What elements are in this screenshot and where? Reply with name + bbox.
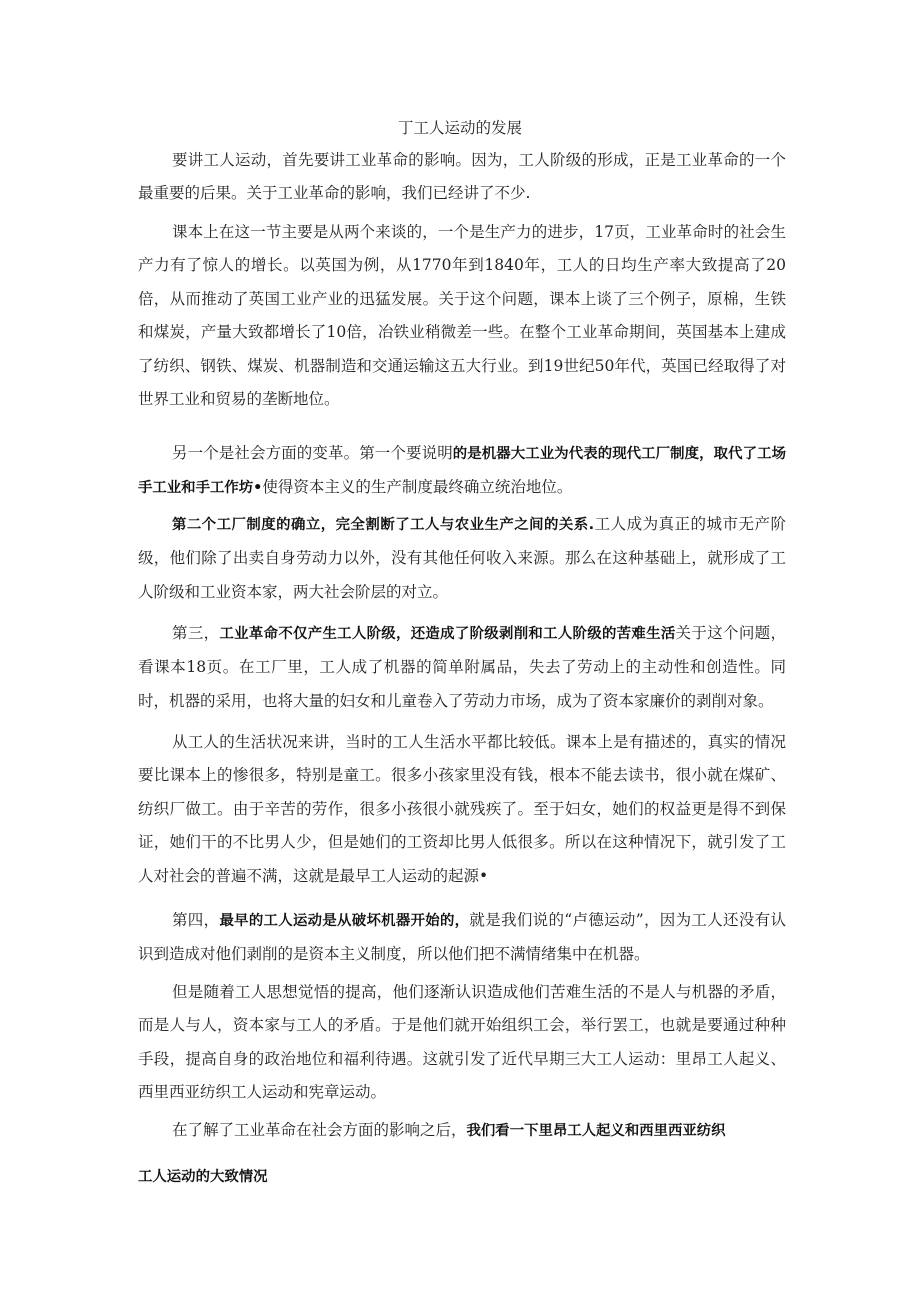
paragraph-text: 另一个是社会方面的变革。第一个要说明 <box>172 444 453 462</box>
paragraph-bold-text: 我们看一下里昂工人起义和西里西亚纺织 <box>466 1123 726 1139</box>
paragraph-text: 在了解了工业革命在社会方面的影响之后， <box>172 1121 467 1139</box>
paragraph-text: 工人成为真正的城市无产阶级，他们除了出卖自身劳动力以外，没有其他任何收入来源。那么在这种基础上，就形成了工人阶级和工业资本家，两大社会阶层的对立。 <box>138 515 786 601</box>
paragraph-bold-text: 工业革命不仅产生工人阶级，还造成了阶级剥削和工人阶级的苦难生活 <box>219 626 676 642</box>
document-title: 丁工人运动的发展 <box>397 119 522 137</box>
paragraph-4 <box>138 508 786 609</box>
paragraph-text: 但是随着工人思想觉悟的提高，他们逐渐认识造成他们苦难生活的不是人与机器的矛盾，而是人与人，资本家与工人的矛盾。于是他们就开始组织工会，举行罢工，也就是要通过种种手段，提高自身的政治地位和福利待遇。这就引发了近代早期三大工人运动：里昂工人起义、西里西亚纺织工人运动和宪章运动。 <box>138 983 786 1102</box>
paragraph-2 <box>138 216 786 416</box>
paragraph-bold-text: 最早的工人运动是从破坏机器开始的， <box>219 913 470 929</box>
paragraph-3 <box>138 437 786 506</box>
paragraph-text: 从工人的生活状况来讲，当时的工人生活水平都比较低。课本上是有描述的，真实的情况要比课本上的惨很多，特别是童工。很多小孩家里没有钱，根本不能去读书，很小就在煤矿、纺织厂做工。由于辛苦的劳作，很多小孩很小就残疾了。至于妇女，她们的权益更是得不到保证，她们干的不比男人少，但是她们的工资却比男人低很多。所以在这种情况下，就引发了工人对社会的普遍不满，这就是最早工人运动的起源• <box>138 733 786 885</box>
paragraph-bold-text: 工人运动的大致情况 <box>138 1169 268 1185</box>
paragraph-text: 就是我们说的“卢德运动”，因为工人还没有认识到造成对他们剥削的是资本主义制度，所以他们把不满情绪集中在机器。 <box>138 911 786 964</box>
paragraph-8 <box>138 976 786 1110</box>
paragraph-7 <box>138 904 786 972</box>
paragraph-text: 使得资本主义的生产制度最终确立统治地位。 <box>262 478 573 497</box>
paragraph-text: 课本上在这一节主要是从两个来谈的，一个是生产力的进步，17页，工业革命时的社会生产力有了惊人的增长。以英国为例，从1770年到1840年，工人的日均生产率大致提高了20倍，从而推动了英国工业产业的迅猛发展。关于这个问题，课本上谈了三个例子，原棉，生铁和煤炭，产量大致都增长了10倍，冶铁业稍微差一些。在整个工业革命期间，英国基本上建成了纺织、钢铁、煤炭、机器制造和交通运输这五大行业。到19世纪50年代，英国已经取得了对世界工业和贸易的垄断地位。 <box>138 223 786 409</box>
paragraph-6 <box>138 726 786 893</box>
paragraph-1 <box>138 144 786 211</box>
paragraph-bold-text: 的是机器大工业为代表的现代工厂制度，取代了工场手工业和手工作坊• <box>138 446 786 497</box>
paragraph-text: 关于这个问题，看课本18页。在工厂里，工人成了机器的简单附属品，失去了劳动上的主动性和创造性。同时，机器的采用，也将大量的妇女和儿童卷入了劳动力市场，成为了资本家廉价的剥削对象。 <box>138 624 786 710</box>
paragraph-5 <box>138 617 786 718</box>
paragraph-9 <box>138 1114 786 1148</box>
paragraph-text: 要讲工人运动，首先要讲工业革命的影响。因为，工人阶级的形成，正是工业革命的一个最重要的后果。关于工业革命的影响，我们已经讲了不少. <box>138 151 786 203</box>
paragraph-text: 第四， <box>172 911 220 929</box>
paragraph-text: 第三， <box>172 624 220 642</box>
paragraph-10 <box>138 1160 786 1194</box>
paragraph-bold-text: 第二个工厂制度的确立，完全割断了工人与农业生产之间的关系. <box>172 517 595 533</box>
